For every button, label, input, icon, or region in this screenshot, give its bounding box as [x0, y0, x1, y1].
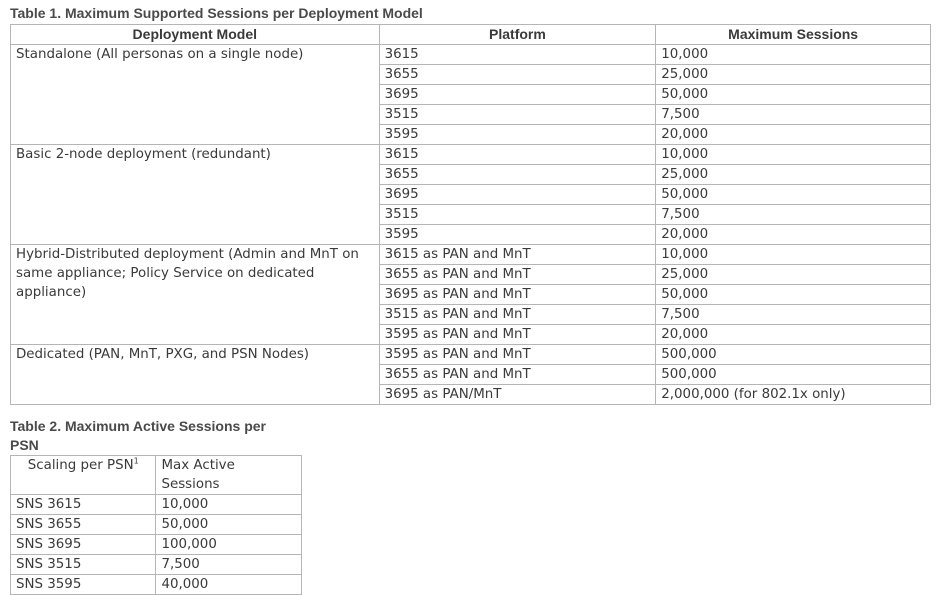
maximum-sessions-cell: 10,000 — [656, 145, 931, 165]
platform-cell: 3655 — [379, 65, 656, 85]
platform-cell: 3695 as PAN/MnT — [379, 385, 656, 405]
table-2-body — [11, 495, 302, 595]
psn-platform-cell: SNS 3695 — [11, 535, 156, 555]
platform-cell: 3695 as PAN and MnT — [379, 285, 656, 305]
maximum-sessions-cell: 7,500 — [656, 205, 931, 225]
table-row — [11, 535, 302, 555]
platform-cell: 3655 as PAN and MnT — [379, 365, 656, 385]
platform-cell: 3655 — [379, 165, 656, 185]
deployment-model-cell: Dedicated (PAN, MnT, PXG, and PSN Nodes) — [11, 345, 380, 405]
maximum-sessions-cell: 7,500 — [656, 305, 931, 325]
column-header-max-active-sessions: Max Active Sessions — [156, 456, 302, 495]
maximum-sessions-cell: 10,000 — [656, 245, 931, 265]
deployment-model-cell: Basic 2-node deployment (redundant) — [11, 145, 380, 245]
column-header-maximum-sessions: Maximum Sessions — [656, 25, 931, 45]
table-header-row — [11, 456, 302, 495]
maximum-sessions-cell: 50,000 — [656, 185, 931, 205]
deployment-sessions-table — [10, 24, 931, 405]
column-header-scaling-per-psn — [11, 456, 156, 495]
deployment-model-cell: Standalone (All personas on a single node) — [11, 45, 380, 145]
table-row — [11, 145, 931, 165]
table-header-row — [11, 25, 931, 45]
psn-platform-cell: SNS 3515 — [11, 555, 156, 575]
platform-cell: 3695 — [379, 85, 656, 105]
platform-cell: 3595 as PAN and MnT — [379, 345, 656, 365]
max-active-sessions-cell: 7,500 — [156, 555, 302, 575]
column-header-platform: Platform — [379, 25, 656, 45]
psn-platform-cell: SNS 3615 — [11, 495, 156, 515]
table-row — [11, 245, 931, 265]
maximum-sessions-cell: 25,000 — [656, 265, 931, 285]
table-row — [11, 555, 302, 575]
column-header-deployment-model: Deployment Model — [11, 25, 380, 45]
platform-cell: 3595 — [379, 225, 656, 245]
max-active-sessions-cell: 100,000 — [156, 535, 302, 555]
maximum-sessions-cell: 500,000 — [656, 365, 931, 385]
platform-cell: 3615 — [379, 145, 656, 165]
maximum-sessions-cell: 25,000 — [656, 165, 931, 185]
maximum-sessions-cell: 25,000 — [656, 65, 931, 85]
platform-cell: 3615 as PAN and MnT — [379, 245, 656, 265]
maximum-sessions-cell: 50,000 — [656, 85, 931, 105]
maximum-sessions-cell: 7,500 — [656, 105, 931, 125]
psn-platform-cell: SNS 3655 — [11, 515, 156, 535]
table-2-caption: Table 2. Maximum Active Sessions per PSN — [10, 418, 266, 453]
max-active-sessions-cell: 40,000 — [156, 575, 302, 595]
platform-cell: 3595 — [379, 125, 656, 145]
table-row — [11, 495, 302, 515]
psn-platform-cell: SNS 3595 — [11, 575, 156, 595]
maximum-sessions-cell: 10,000 — [656, 45, 931, 65]
platform-cell: 3595 as PAN and MnT — [379, 325, 656, 345]
column-header-label: Scaling per PSN — [27, 458, 134, 473]
deployment-model-cell: Hybrid-Distributed deployment (Admin and MnT on same appliance; Policy Service on dedicated appliance) — [11, 245, 380, 345]
platform-cell: 3695 — [379, 185, 656, 205]
table-1-caption: Table 1. Maximum Supported Sessions per Deployment Model — [10, 5, 423, 21]
maximum-sessions-cell: 2,000,000 (for 802.1x only) — [656, 385, 931, 405]
platform-cell: 3515 as PAN and MnT — [379, 305, 656, 325]
footnote-marker: 1 — [133, 456, 139, 466]
table-row — [11, 45, 931, 65]
maximum-sessions-cell: 20,000 — [656, 125, 931, 145]
platform-cell: 3515 — [379, 205, 656, 225]
psn-sessions-table — [10, 455, 302, 595]
platform-cell: 3515 — [379, 105, 656, 125]
maximum-sessions-cell: 20,000 — [656, 325, 931, 345]
table-row — [11, 515, 302, 535]
maximum-sessions-cell: 500,000 — [656, 345, 931, 365]
platform-cell: 3655 as PAN and MnT — [379, 265, 656, 285]
maximum-sessions-cell: 50,000 — [656, 285, 931, 305]
table-row — [11, 345, 931, 365]
table-1-body — [11, 45, 931, 405]
max-active-sessions-cell: 50,000 — [156, 515, 302, 535]
maximum-sessions-cell: 20,000 — [656, 225, 931, 245]
platform-cell: 3615 — [379, 45, 656, 65]
max-active-sessions-cell: 10,000 — [156, 495, 302, 515]
